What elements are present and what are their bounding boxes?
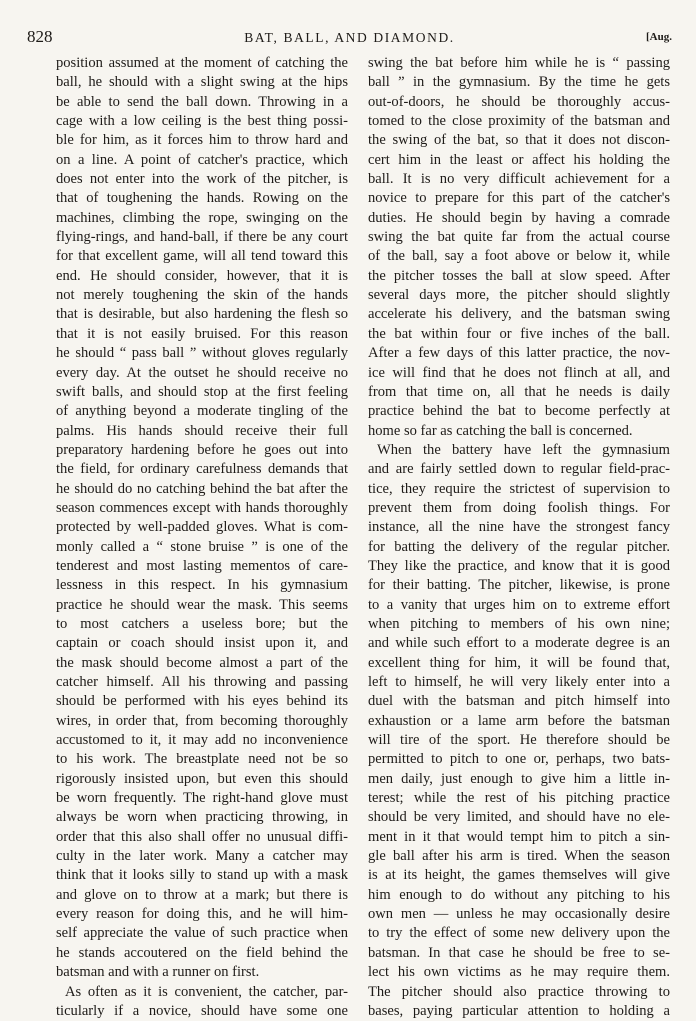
text-line: accustomed to it, it may add no inconvenience bbox=[56, 732, 348, 749]
text-line: accelerate his delivery, and the batsman swing bbox=[368, 306, 670, 323]
text-line: novice to prepare for this part of the catcher's bbox=[368, 190, 670, 207]
text-line: tice, they require the strictest of supervision to bbox=[368, 480, 670, 497]
text-line: for batting the delivery of the regular pitcher. bbox=[368, 538, 670, 555]
text-line: end. He should consider, however, that it is bbox=[56, 267, 348, 284]
text-line: is at its height, the games themselves will give bbox=[368, 867, 670, 884]
text-line: to most catchers a useless bore; but the bbox=[56, 615, 348, 632]
text-line: several days more, the pitcher should slightly bbox=[368, 287, 670, 304]
text-line: the pitcher tosses the ball at slow speed. After bbox=[368, 267, 670, 284]
running-header bbox=[27, 27, 672, 51]
text-line: left to himself, he will very likely enter into a bbox=[368, 674, 670, 690]
text-line: lessness in this respect. In his gymnasium bbox=[56, 577, 348, 594]
text-line: tomed to the close proximity of the batsman and bbox=[368, 113, 670, 130]
text-line: that it is not easily bruised. For this reason bbox=[56, 325, 348, 342]
text-line: flying-rings, and hand-ball, if there be any court bbox=[56, 229, 348, 246]
page-number: 828 bbox=[27, 27, 53, 46]
text-line: duties. He should begin by having a comrade bbox=[368, 209, 670, 226]
text-line: batsman. In that case he should be free to se- bbox=[368, 944, 670, 961]
text-line: of the ball, say a foot above or below it, while bbox=[368, 248, 670, 265]
text-line: should be performed with his eyes behind its bbox=[56, 693, 348, 710]
text-line: palms. His hands should receive their full bbox=[56, 422, 348, 439]
left-column bbox=[56, 54, 348, 1021]
text-line: ball, he should with a slight swing at the hips bbox=[56, 74, 348, 91]
text-line: monly called a “ stone bruise ” is one of the bbox=[56, 538, 348, 555]
text-line: terest; while the rest of his pitching practice bbox=[368, 790, 670, 807]
month-mark: [Aug. bbox=[646, 31, 672, 43]
running-title: BAT, BALL, AND DIAMOND. bbox=[244, 30, 455, 45]
text-line: instance, all the nine have the strongest fancy bbox=[368, 519, 670, 536]
text-line: he should “ pass ball ” without gloves regularly bbox=[56, 345, 348, 362]
text-line: and are fairly settled down to regular field-prac- bbox=[368, 461, 670, 478]
text-line: cert him in the least or affect his holding the bbox=[368, 151, 670, 168]
text-line: be able to send the ball down. Throwing in a bbox=[56, 93, 348, 110]
text-line: captain or coach should insist upon it, and bbox=[56, 635, 348, 652]
text-line: When the battery have left the gymnasium bbox=[377, 441, 670, 458]
text-line: rigorously insisted upon, but even this should bbox=[56, 770, 348, 787]
text-line: always be worn when practicing throwing, in bbox=[56, 809, 348, 826]
text-line: preparatory hardening before he goes out into bbox=[56, 441, 348, 458]
text-line: The pitcher should also practice throwing to bbox=[368, 983, 670, 1000]
text-line: practice he should wear the mask. This seems bbox=[56, 596, 348, 613]
text-line: prevent them from doing foolish things. For bbox=[368, 499, 670, 516]
text-line: to a vanity that urges him on to extreme effort bbox=[368, 596, 670, 613]
text-line: self appreciate the value of such practice when bbox=[56, 925, 348, 942]
text-line: every reason for doing this, and he will him- bbox=[56, 906, 348, 923]
text-line: lect his own victims as he may require them. bbox=[368, 964, 670, 981]
text-line: position assumed at the moment of catching the bbox=[56, 55, 348, 71]
text-line: tenderest and most lasting mementos of care- bbox=[56, 557, 348, 574]
text-line: home so far as catching the ball is concerned. bbox=[368, 422, 633, 439]
text-line: ment in it that would tempt him to pitch a sin- bbox=[368, 828, 670, 845]
text-line: to try the effect of some new delivery upon the bbox=[368, 925, 670, 942]
text-line: swift balls, and should stop at the first feeling bbox=[56, 383, 348, 400]
text-line: that of toughening the hands. Rowing on the bbox=[56, 190, 348, 207]
text-line: the field, for ordinary carefulness demands that bbox=[56, 461, 348, 478]
text-line: ice will find that he does not flinch at all, and bbox=[368, 364, 670, 381]
text-line: for their batting. The pitcher, likewise, is prone bbox=[368, 577, 670, 594]
right-column bbox=[368, 54, 670, 1021]
text-line: duel with the batsman and pitch himself into bbox=[368, 693, 670, 710]
text-line: when pitching to members of his own nine; bbox=[368, 615, 670, 632]
text-line: cage with a low ceiling is the best thing possi- bbox=[56, 113, 348, 130]
text-line: of anything beyond a moderate tingling of the bbox=[56, 403, 348, 420]
text-line: not merely toughening the skin of the hands bbox=[56, 287, 348, 304]
text-line: the bat within four or five inches of the ball. bbox=[368, 325, 670, 342]
text-line: gle ball after his arm is tired. When the season bbox=[368, 848, 670, 865]
text-line: batsman and with a runner on first. bbox=[56, 964, 260, 981]
text-line: As often as it is convenient, the catcher, par- bbox=[65, 983, 348, 1000]
text-line: him enough to do without any pitching to his bbox=[368, 886, 670, 903]
text-line: They like the practice, and know that it is good bbox=[368, 557, 670, 574]
text-line: own men — unless he may occasionally desire bbox=[368, 906, 670, 923]
text-line: ball ” in the gymnasium. By the time he gets bbox=[368, 74, 670, 91]
text-line: excellent thing for him, it will be found that, bbox=[368, 654, 670, 671]
text-line: catcher himself. All his throwing and passing bbox=[56, 674, 348, 690]
text-line: the mask should become almost a part of the bbox=[56, 654, 348, 671]
text-line: bases, paying particular attention to holding a bbox=[368, 1002, 670, 1019]
text-line: After a few days of this latter practice, the nov- bbox=[368, 345, 670, 362]
text-line: out-of-doors, he should be thoroughly accus- bbox=[368, 93, 670, 110]
text-line: will tire of the sport. He therefore should be bbox=[368, 732, 670, 749]
text-line: should be very limited, and should have no ele- bbox=[368, 809, 670, 826]
text-line: machines, climbing the rope, swinging on the bbox=[56, 209, 348, 226]
text-line: swing the bat quite far from the actual course bbox=[368, 229, 670, 246]
text-line: wires, in order that, from becoming thoroughly bbox=[56, 712, 348, 729]
text-line: and while such effort to a moderate degree is an bbox=[368, 635, 670, 652]
text-line: exhaustion or a lame arm before the batsman bbox=[368, 712, 670, 729]
text-line: men daily, just enough to give him a little in- bbox=[368, 770, 670, 787]
text-line: on a line. A point of catcher's practice, which bbox=[56, 151, 348, 168]
text-line: and glove on to throw at a mark; but there is bbox=[56, 886, 348, 903]
text-line: to his work. The breastplate need not be so bbox=[56, 751, 348, 768]
text-line: permitted to pitch to one or, perhaps, two bats- bbox=[368, 751, 670, 768]
text-line: that is desirable, but also hardening the flesh so bbox=[56, 306, 348, 323]
text-line: order that this also shall offer no unusual diffi- bbox=[56, 828, 348, 845]
text-line: protected by well-padded gloves. What is com- bbox=[56, 519, 348, 536]
text-line: season commences except with hands thoroughly bbox=[56, 499, 348, 516]
text-line: from that time on, all that he needs is daily bbox=[368, 383, 670, 400]
text-line: practice behind the bat to become perfectly at bbox=[368, 403, 670, 420]
text-line: he should do no catching behind the bat after the bbox=[56, 480, 348, 497]
text-line: swing the bat before him while he is “ passing bbox=[368, 55, 670, 71]
text-line: culty in the later work. Many a catcher may bbox=[56, 848, 348, 865]
text-line: he stands accoutered on the field behind the bbox=[56, 944, 348, 961]
text-line: ball. It is no very difficult achievement for a bbox=[368, 171, 670, 188]
text-line: for that excellent game, will all tend toward this bbox=[56, 248, 348, 265]
text-line: ticularly if a novice, should have some one bbox=[56, 1002, 348, 1019]
text-line: think that it looks silly to stand up with a mask bbox=[56, 867, 348, 884]
text-line: does not enter into the work of the pitcher, is bbox=[56, 171, 348, 188]
text-line: the swing of the bat, so that it does not discon- bbox=[368, 132, 670, 149]
text-line: every day. At the outset he should receive no bbox=[56, 364, 348, 381]
text-line: be worn frequently. The right-hand glove must bbox=[56, 790, 348, 807]
text-line: ble for him, as it forces him to throw hard and bbox=[56, 132, 348, 149]
